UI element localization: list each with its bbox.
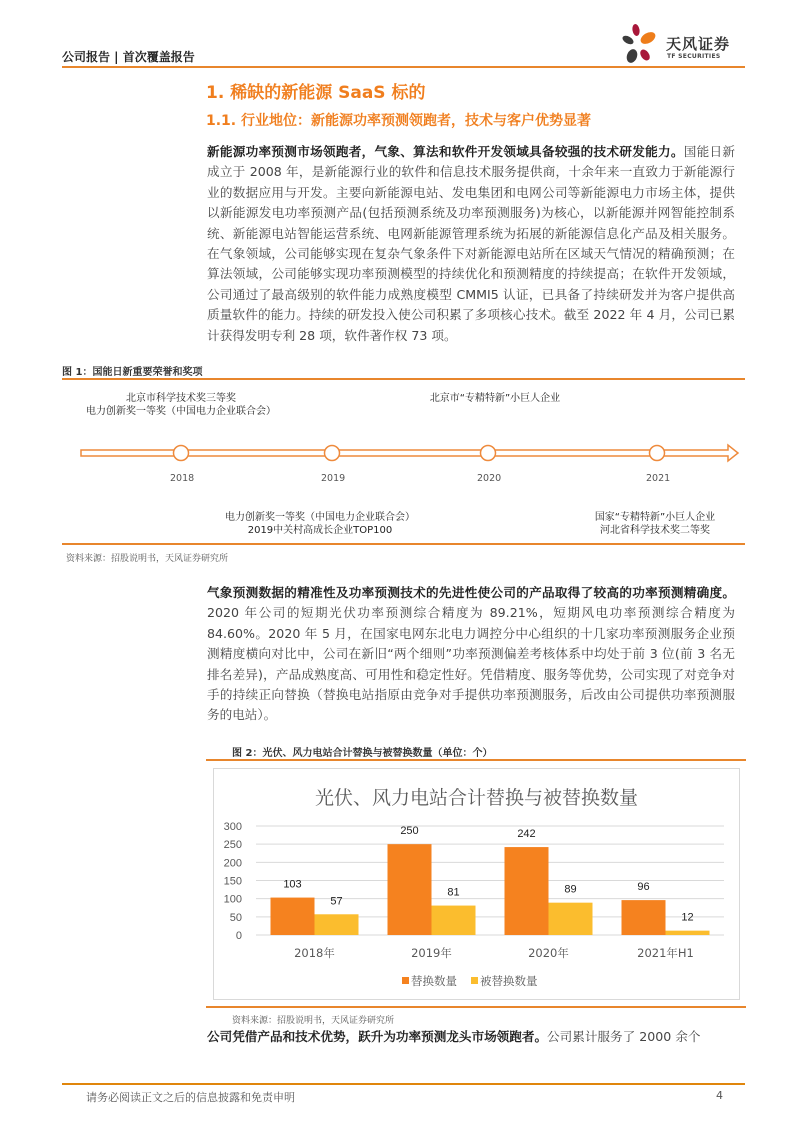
figure-2-divider — [206, 759, 746, 761]
figure-1-source: 资料来源：招股说明书，天风证券研究所 — [66, 554, 229, 564]
subsection-heading: 1.1. 行业地位：新能源功率预测领跑者，技术与客户优势显著 — [206, 113, 591, 129]
page-number: 4 — [716, 1089, 723, 1102]
bar-value-label: 103 — [283, 878, 302, 891]
bar — [666, 931, 710, 935]
paragraph-lead: 公司凭借产品和技术优势，跃升为功率预测龙头市场领跑者。 — [207, 1029, 548, 1044]
y-tick-label: 50 — [229, 911, 242, 924]
award-label: 电力创新奖一等奖（中国电力企业联合会） — [86, 406, 276, 417]
award-2018-top — [66, 392, 296, 418]
paragraph-body: 公司累计服务了 2000 余个 — [547, 1029, 701, 1044]
award-label: 2019中关村高成长企业TOP100 — [247, 525, 393, 536]
award-2021-bottom — [575, 511, 735, 537]
bar-value-label: 89 — [564, 883, 577, 896]
disclaimer-notice: 请务必阅读正文之后的信息披露和免责申明 — [86, 1091, 295, 1104]
timeline-arrow — [80, 440, 744, 466]
x-category-label: 2020年 — [528, 946, 569, 960]
figure-2-source: 资料来源：招股说明书，天风证券研究所 — [232, 1016, 395, 1026]
timeline-year: 2020 — [477, 473, 502, 484]
y-tick-label: 300 — [223, 821, 242, 833]
timeline-year: 2021 — [646, 473, 671, 484]
bar — [388, 844, 432, 935]
bar-value-label: 12 — [681, 911, 694, 924]
bar-value-label: 96 — [637, 881, 650, 894]
y-tick-label: 250 — [223, 839, 242, 852]
y-tick-label: 0 — [235, 930, 242, 942]
y-tick-label: 200 — [223, 857, 242, 870]
figure-2-title: 图 2：光伏、风力电站合计替换与被替换数量（单位：个） — [232, 748, 493, 759]
header-divider — [62, 66, 745, 68]
bar-value-label: 250 — [400, 825, 419, 838]
bar — [549, 903, 593, 935]
figure-1-bottom-divider — [62, 543, 745, 545]
paragraph-leader — [207, 1027, 735, 1047]
footer-divider — [62, 1083, 745, 1085]
paragraph-accuracy — [207, 583, 735, 726]
section-heading: 1. 稀缺的新能源 SaaS 标的 — [206, 83, 426, 103]
paragraph-market-leader — [207, 142, 735, 346]
chart-plot — [214, 769, 739, 999]
x-category-label: 2021年H1 — [637, 946, 694, 960]
award-label: 河北省科学技术奖二等奖 — [600, 525, 710, 536]
legend-swatch-icon — [402, 977, 409, 984]
report-breadcrumb: 公司报告 | 首次覆盖报告 — [62, 50, 195, 64]
paragraph-lead: 新能源功率预测市场领跑者，气象、算法和软件开发领域具备较强的技术研发能力。 — [207, 144, 684, 159]
figure-2-bottom-divider — [206, 1006, 746, 1008]
award-label: 国家“专精特新”小巨人企业 — [594, 512, 716, 523]
award-2019-bottom — [195, 511, 445, 537]
bar — [271, 898, 315, 935]
logo-text-en: TF SECURITIES — [667, 53, 721, 60]
bar — [622, 900, 666, 935]
paragraph-body: 国能日新成立于 2008 年，是新能源行业的软件和信息技术服务提供商，十余年来一直致力于新能源行业的数据应用与开发。主要向新能源电站、发电集团和电网公司等新能源电力市场主体，提供以新能源发电功率预测产品(包括预测系统及功率预测服务)为核心，以新能源并网智能控制系统、新能源电站智能运营系统、电网新能源管理系统为拓展的新能源信息化产品及相关服务。 在气象领域，公司能够实现在复杂气象条件下对新能源电站所在区域天气情况的精确预测；在算法领域，公司能够实现功率预测模型的持续优化和预测精度的持续提高；在软件开发领域，公司通过了最高级别的软件能力成熟度模型 CMMI5 认证，已具备了持续研发并为客户提供高质量软件的能力。持续的研发投入使公司积累了多项核心技术。截至 2022 年 4 月，公司已累计获得发明专利 28 项，软件著作权 73 项。 — [207, 144, 736, 343]
legend-label: 被替换数量 — [480, 974, 538, 988]
x-category-label: 2019年 — [411, 946, 452, 960]
paragraph-body: 2020 年公司的短期光伏功率预测综合精度为 89.21%，短期风电功率预测综合精度为 84.60%。2020 年 5 月，在国家电网东北电力调控分中心组织的十几家功率预测服务企业预测精度横向对比中，公司在新旧“两个细则”功率预测偏差考核体系中均处于前 3 位(前 3 名无排名差异)，产品成熟度高、可用性和稳定性好。凭借精度、服务等优势，公司实现了对竞争对手的持续正向替换（替换电站指原由竞争对手提供功率预测服务，后改由公司提供功率预测服务的电站）。 — [207, 605, 735, 723]
timeline-year: 2019 — [321, 473, 346, 484]
award-2020-top — [395, 392, 595, 405]
logo-text-cn: 天风证券 — [666, 35, 731, 53]
y-tick-label: 100 — [223, 893, 242, 906]
chart-title: 光伏、风力电站合计替换与被替换数量 — [314, 787, 638, 809]
bar — [315, 914, 359, 935]
bar — [505, 847, 549, 935]
figure-1-divider — [62, 378, 745, 380]
paragraph-lead: 气象预测数据的精准性及功率预测技术的先进性使公司的产品取得了较高的功率预测精确度。 — [207, 585, 735, 600]
award-label: 电力创新奖一等奖（中国电力企业联合会） — [225, 512, 415, 523]
award-label: 北京市“专精特新”小巨人企业 — [429, 393, 561, 404]
legend-label: 替换数量 — [411, 974, 457, 988]
y-tick-label: 150 — [223, 875, 242, 888]
bar-value-label: 81 — [447, 886, 460, 899]
timeline-year: 2018 — [170, 473, 195, 484]
bar-value-label: 242 — [517, 828, 536, 841]
bar-value-label: 57 — [330, 895, 343, 908]
legend-swatch-icon — [471, 977, 478, 984]
bar — [432, 906, 476, 935]
x-category-label: 2018年 — [294, 946, 335, 960]
bar-chart — [213, 768, 740, 1000]
award-label: 北京市科学技术奖三等奖 — [126, 393, 236, 404]
figure-1-title: 图 1：国能日新重要荣誉和奖项 — [62, 367, 203, 378]
